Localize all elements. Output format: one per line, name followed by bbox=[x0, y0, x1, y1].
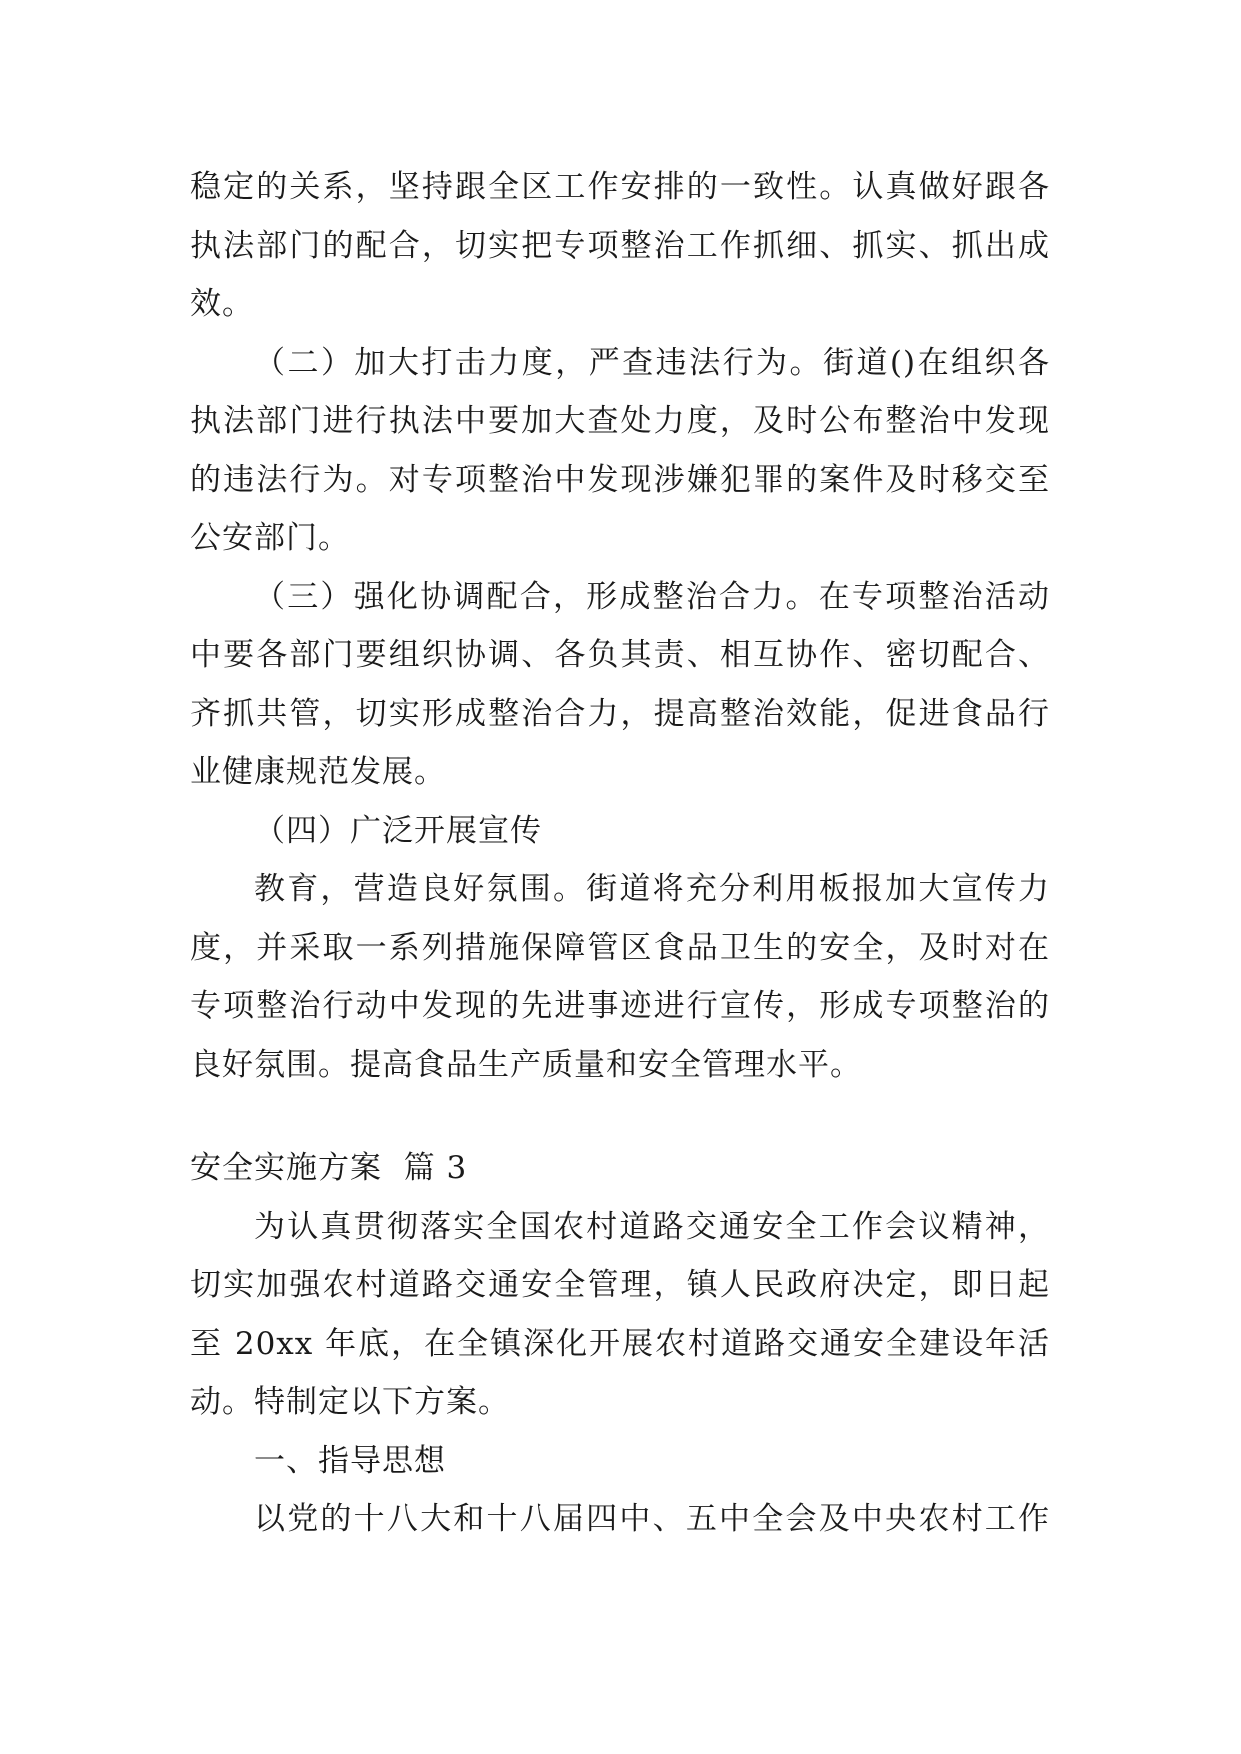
section-spacer bbox=[190, 1094, 1050, 1139]
text-line: 动。特制定以下方案。 bbox=[190, 1384, 510, 1420]
text-line: 度，并采取一系列措施保障管区食品卫生的安全，及时对在 bbox=[190, 929, 1050, 966]
text-line: 执法部门的配合，切实把专项整治工作抓细、抓实、抓出成 bbox=[190, 227, 1050, 264]
text-line: 效。 bbox=[190, 286, 254, 322]
text-line: 以党的十八大和十八届四中、五中全会及中央农村工作 bbox=[254, 1501, 1050, 1537]
text-line: 中要各部门要组织协调、各负其责、相互协作、密切配合、 bbox=[190, 637, 1050, 673]
document-page bbox=[190, 158, 1050, 1549]
text-line: 切实加强农村道路交通安全管理，镇人民政府决定，即日起 bbox=[190, 1267, 1050, 1303]
text-line: 稳定的关系，坚持跟全区工作安排的一致性。认真做好跟各 bbox=[190, 169, 1050, 205]
section-title: 安全实施方案 篇 3 bbox=[190, 1150, 468, 1186]
paragraph-publicity bbox=[190, 802, 1050, 1095]
text-line: 至 20xx 年底，在全镇深化开展农村道路交通安全建设年活 bbox=[190, 1325, 1050, 1362]
section-heading: （四）广泛开展宣传 bbox=[254, 812, 542, 849]
paragraph-coordination bbox=[190, 158, 1050, 334]
text-line: 为认真贯彻落实全国农村道路交通安全工作会议精神， bbox=[254, 1208, 1050, 1245]
text-line: 的违法行为。对专项整治中发现涉嫌犯罪的案件及时移交至 bbox=[190, 461, 1050, 498]
text-line: 教育，营造良好氛围。街道将充分利用板报加大宣传力 bbox=[254, 871, 1050, 907]
paragraph-enforcement bbox=[190, 334, 1050, 568]
text-line: （二）加大打击力度，严查违法行为。街道()在组织各 bbox=[254, 344, 1050, 381]
text-line: 公安部门。 bbox=[190, 520, 350, 556]
text-line: 执法部门进行执法中要加大查处力度，及时公布整治中发现 bbox=[190, 403, 1050, 439]
text-line: （三）强化协调配合，形成整治合力。在专项整治活动 bbox=[254, 578, 1050, 615]
text-line: 专项整治行动中发现的先进事迹进行宣传，形成专项整治的 bbox=[190, 988, 1050, 1024]
paragraph-cooperation bbox=[190, 568, 1050, 802]
text-line: 良好氛围。提高食品生产质量和安全管理水平。 bbox=[190, 1046, 862, 1083]
text-line: 业健康规范发展。 bbox=[190, 754, 446, 790]
text-line: 齐抓共管，切实形成整治合力，提高整治效能，促进食品行 bbox=[190, 695, 1050, 732]
section-heading: 一、指导思想 bbox=[254, 1442, 446, 1479]
section-3 bbox=[190, 1139, 1050, 1549]
